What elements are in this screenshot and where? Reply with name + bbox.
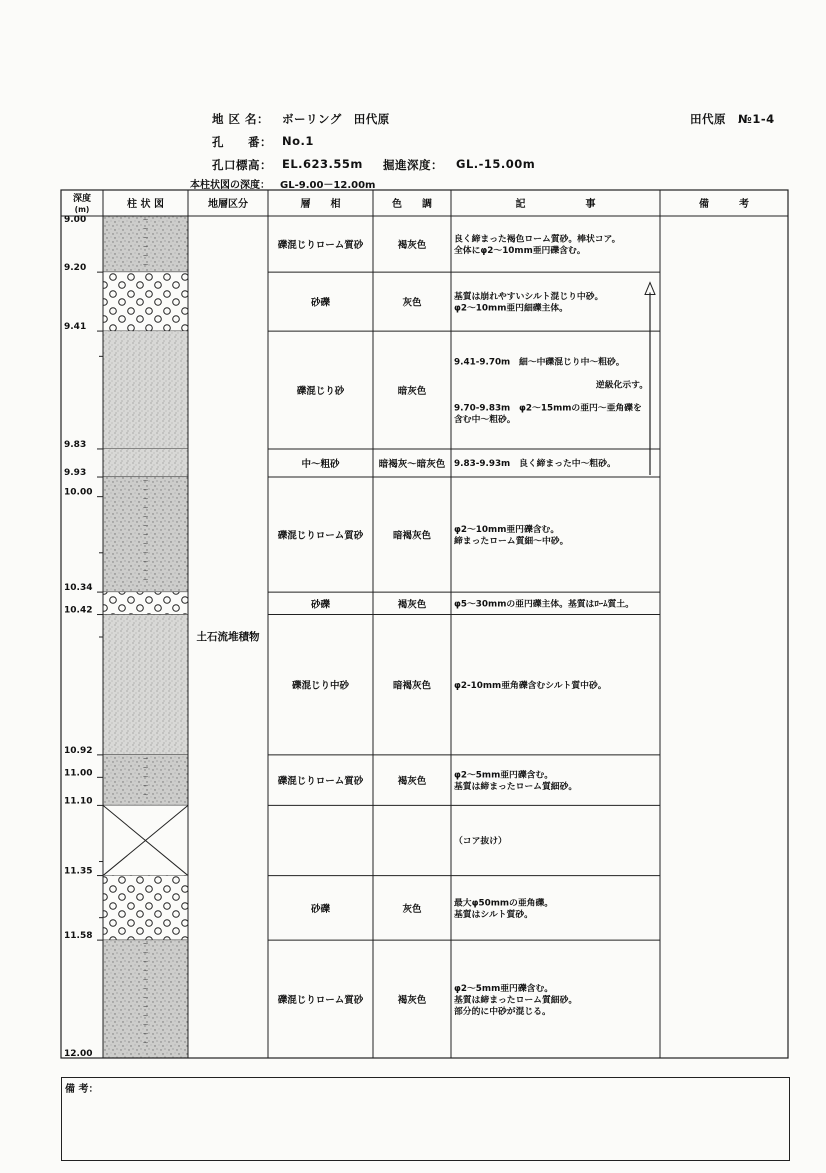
note-line: 良く締まった褐色ローム質砂。棒状コア。 [454,234,621,245]
color-cell: 褐灰色 [397,240,427,252]
loam-mark: ~ [142,576,149,585]
facies-cell: 礫混じりローム質砂 [277,995,364,1007]
note-line: φ2-10mm亜角礫含むシルト質中砂。 [454,680,607,691]
depth-label: 9.41 [64,322,87,333]
loam-mark: ~ [142,558,149,567]
depth-label: 9.20 [64,263,87,274]
note-line: φ2～5mm亜円礫含む。 [454,983,554,994]
elevation-label: 孔口標高： [212,158,272,172]
loam-mark: ~ [142,958,149,967]
color-cell: 褐灰色 [397,599,427,611]
loam-mark: ~ [142,252,149,260]
note-line: 9.41-9.70m 細～中礫混じり中～粗砂。 [454,357,625,368]
hole-value: No.1 [282,134,314,148]
area-value: ボーリング 田代原 [282,112,390,126]
note-line: 基質は崩れやすいシルト混じり中砂。 [454,292,604,303]
color-cell: 暗褐灰～暗灰色 [378,458,446,470]
facies-cell: 砂礫 [310,297,331,309]
note-line: 部分的に中砂が混じる。 [454,1006,551,1017]
note-line: 締まったローム質細～中砂。 [454,536,569,547]
loam-mark: ~ [142,225,149,233]
column-pattern [103,615,188,755]
loam-mark: ~ [142,234,149,242]
note-line: φ2～10mm亜円細礫主体。 [454,303,568,314]
depth-unit-header: (m) [74,205,90,214]
loam-mark: ~ [142,781,149,790]
column-depth-value: GL-9.00－12.00m [280,180,376,191]
loam-mark: ~ [142,1003,149,1012]
facies-cell: 中～粗砂 [301,458,340,470]
depth-label: 11.10 [64,796,93,807]
depth-label: 11.35 [64,866,93,877]
corner-tag: 田代原 №1-4 [690,112,775,126]
color-cell: 褐灰色 [397,995,427,1007]
depth-header: 深度 [72,194,92,204]
depth-label: 12.00 [64,1049,93,1059]
note-line: 基質は締まったローム質細砂。 [454,782,578,793]
color-header: 色 調 [392,199,432,210]
note-line: 逆級化示す。 [595,380,648,391]
hole-label: 孔 番： [212,135,272,149]
loam-mark: ~ [142,261,149,269]
remarks-box [61,1077,790,1161]
color-cell: 暗褐灰色 [392,680,432,692]
stratum-name: 土石流堆積物 [196,631,260,643]
loam-mark: ~ [142,504,149,513]
facies-cell: 砂礫 [310,903,331,915]
depth-label: 10.42 [64,605,93,616]
column-header: 柱 状 図 [127,199,164,210]
facies-cell: 礫混じりローム質砂 [277,530,364,542]
loam-mark: ~ [142,513,149,522]
loam-mark: ~ [142,477,149,486]
loam-mark: ~ [142,549,149,558]
loam-mark: ~ [142,540,149,549]
loam-mark: ~ [142,940,149,949]
depth-label: 9.00 [64,215,87,225]
facies-header: 層 相 [300,199,341,210]
loam-mark: ~ [142,243,149,251]
notes-header: 記 事 [515,199,596,210]
column-pattern [103,876,188,941]
loam-mark: ~ [142,763,149,772]
color-cell: 灰色 [402,297,422,309]
loam-mark: ~ [142,754,149,763]
note-line: 最大φ50mmの亜角礫。 [454,898,554,909]
column-pattern [103,449,188,477]
loam-mark: ~ [142,522,149,531]
note-line: 9.83-9.93m 良く締まった中～粗砂。 [454,459,616,470]
depth-label: 10.92 [64,745,93,756]
depth-label: 11.58 [64,931,93,942]
column-pattern [103,272,188,331]
note-line: 含む中～粗砂。 [454,415,516,426]
drill-depth-label: 掘進深度： [383,158,443,172]
loam-mark: ~ [142,495,149,504]
note-line: 全体にφ2～10mm亜円礫含む。 [454,246,586,257]
facies-cell: 礫混じり中砂 [291,680,350,692]
elevation-value: EL.623.55m [282,157,363,171]
loam-mark: ~ [142,567,149,576]
area-label: 地 区 名： [212,112,270,126]
facies-cell: 砂礫 [310,599,331,611]
column-pattern [103,592,188,614]
column-pattern [103,331,188,449]
note-line: φ2～5mm亜円礫含む。 [454,770,554,781]
color-cell: 灰色 [402,903,422,915]
color-cell: 褐灰色 [397,776,427,788]
note-line: φ5～30mmの亜円礫主体。基質はﾛｰﾑ質土。 [454,599,634,610]
note-line: 基質は締まったローム質細砂。 [454,995,578,1006]
loam-mark: ~ [142,967,149,976]
loam-mark: ~ [142,994,149,1003]
note-line: φ2～10mm亜円礫含む。 [454,525,560,536]
facies-cell: 礫混じり砂 [296,386,345,398]
color-cell: 暗灰色 [397,386,427,398]
depth-label: 9.83 [64,439,87,450]
note-line: （コア抜け） [454,836,507,847]
column-depth-label: 本柱状図の深度： [190,180,270,191]
loam-mark: ~ [142,976,149,985]
loam-mark: ~ [142,772,149,781]
drill-depth-value: GL.-15.00m [456,157,536,171]
loam-mark: ~ [142,216,149,224]
loam-mark: ~ [142,1012,149,1021]
depth-label: 11.00 [64,768,93,779]
loam-mark: ~ [142,1039,149,1048]
loam-mark: ~ [142,486,149,495]
stratum-header: 地層区分 [208,199,248,210]
facies-cell: 礫混じりローム質砂 [277,240,364,252]
facies-cell: 礫混じりローム質砂 [277,776,364,788]
loam-mark: ~ [142,1030,149,1039]
loam-mark: ~ [142,1021,149,1030]
loam-mark: ~ [142,790,149,799]
loam-mark: ~ [142,949,149,958]
remarks-header: 備 考 [699,199,749,210]
note-line: 9.70-9.83m φ2～15mmの亜円～亜角礫を [454,403,642,414]
loam-mark: ~ [142,985,149,994]
loam-mark: ~ [142,531,149,540]
depth-label: 9.93 [64,468,87,479]
depth-label: 10.00 [64,487,93,498]
note-line: 基質はシルト質砂。 [454,909,533,920]
color-cell: 暗褐灰色 [392,530,432,542]
remarks-box-label: 備 考： [65,1084,99,1095]
depth-label: 10.34 [64,583,93,594]
